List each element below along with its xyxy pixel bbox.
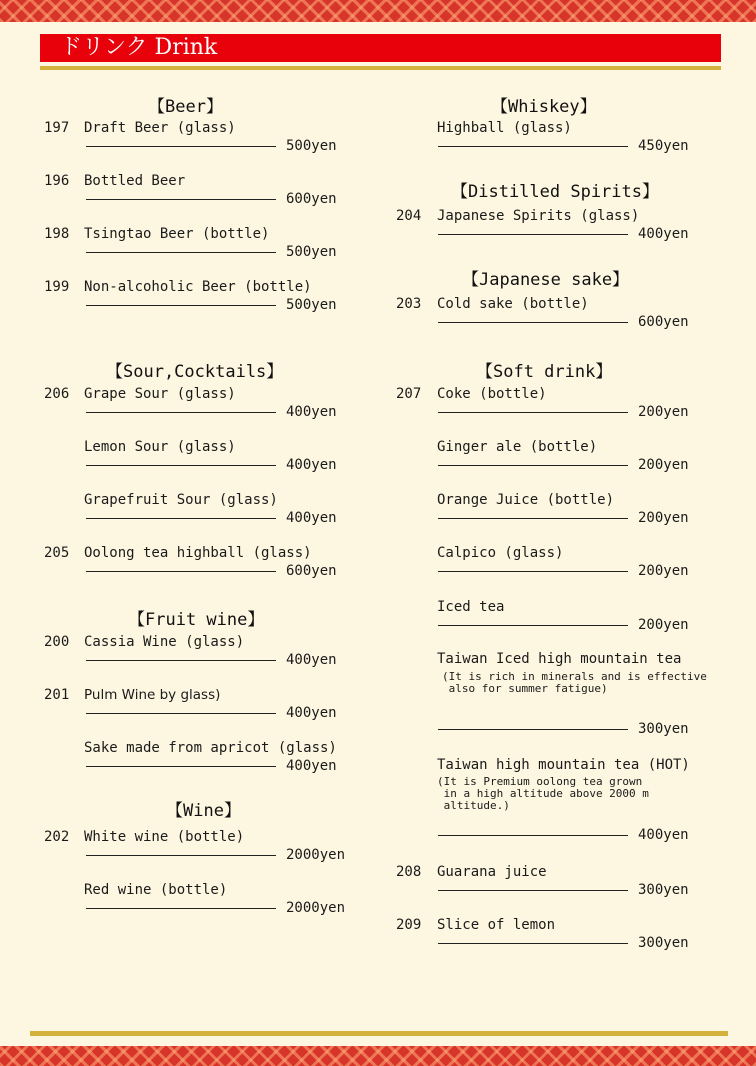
- menu-item-bottled-beer: [44, 173, 364, 213]
- menu-item-draft-beer: [44, 120, 364, 160]
- item-price: 400yen: [638, 827, 689, 843]
- menu-item-non-alcoholic-beer: [44, 279, 364, 319]
- section-title-beer: 【Beer】: [148, 97, 223, 117]
- leader-line: [438, 518, 628, 519]
- item-number: 204: [396, 208, 422, 224]
- item-description: (It is Premium oolong tea grown in a high altitude above 2000 m altitude.): [437, 775, 649, 812]
- item-price: 400yen: [638, 226, 689, 242]
- item-number: 209: [396, 917, 422, 933]
- menu-item-taiwan-iced-high-mountain-tea: [396, 651, 716, 743]
- item-name: Oolong tea highball (glass): [84, 545, 312, 561]
- item-number: 201: [44, 687, 70, 703]
- item-name: Tsingtao Beer (bottle): [84, 226, 270, 242]
- item-name: Sake made from apricot (glass): [84, 740, 337, 756]
- item-price: 2000yen: [286, 847, 346, 863]
- item-price: 400yen: [286, 510, 337, 526]
- item-name: Japanese Spirits (glass): [437, 208, 640, 224]
- item-name: Cold sake (bottle): [437, 296, 589, 312]
- item-number: 207: [396, 386, 422, 402]
- menu-item-slice-of-lemon: [396, 917, 716, 957]
- leader-line: [438, 729, 628, 730]
- item-price: 400yen: [286, 705, 337, 721]
- header-divider: [40, 66, 721, 70]
- item-number: 197: [44, 120, 70, 136]
- item-name: Pulm Wine by glass): [84, 687, 221, 703]
- item-price: 500yen: [286, 297, 337, 313]
- page-title: ドリンク Drink: [40, 34, 721, 62]
- item-number: 205: [44, 545, 70, 561]
- leader-line: [86, 518, 276, 519]
- item-name: Grapefruit Sour (glass): [84, 492, 278, 508]
- menu-item-orange-juice: [396, 492, 716, 532]
- item-name: Ginger ale (bottle): [437, 439, 598, 455]
- item-number: 199: [44, 279, 70, 295]
- item-name: Guarana juice: [437, 864, 547, 880]
- item-price: 200yen: [638, 457, 689, 473]
- item-name: Red wine (bottle): [84, 882, 228, 898]
- top-pattern-band: [0, 0, 756, 22]
- section-title-soft-drink: 【Soft drink】: [476, 362, 613, 382]
- item-price: 300yen: [638, 721, 689, 737]
- menu-item-japanese-spirits: [396, 208, 716, 248]
- leader-line: [438, 412, 628, 413]
- item-name: White wine (bottle): [84, 829, 245, 845]
- leader-line: [86, 908, 276, 909]
- item-number: 198: [44, 226, 70, 242]
- item-price: 400yen: [286, 758, 337, 774]
- bottom-pattern-band: [0, 1046, 756, 1066]
- leader-line: [438, 890, 628, 891]
- menu-item-calpico: [396, 545, 716, 585]
- item-price: 2000yen: [286, 900, 346, 916]
- menu-item-iced-tea: [396, 599, 716, 639]
- item-name: Cassia Wine (glass): [84, 634, 245, 650]
- menu-item-white-wine: [44, 829, 364, 869]
- leader-line: [438, 835, 628, 836]
- section-title-whiskey: 【Whiskey】: [491, 97, 597, 117]
- footer-divider: [30, 1031, 728, 1036]
- section-title-wine: 【Wine】: [166, 801, 241, 821]
- leader-line: [86, 252, 276, 253]
- item-name: Bottled Beer: [84, 173, 186, 189]
- menu-item-cassia-wine: [44, 634, 364, 674]
- item-price: 500yen: [286, 244, 337, 260]
- menu-item-grapefruit-sour: [44, 492, 364, 532]
- leader-line: [438, 625, 628, 626]
- menu-item-guarana-juice: [396, 864, 716, 904]
- leader-line: [438, 322, 628, 323]
- menu-item-lemon-sour: [44, 439, 364, 479]
- item-price: 200yen: [638, 404, 689, 420]
- item-name: Draft Beer (glass): [84, 120, 236, 136]
- item-price: 600yen: [286, 191, 337, 207]
- item-price: 300yen: [638, 882, 689, 898]
- leader-line: [86, 146, 276, 147]
- section-title-sour-cocktails: 【Sour,Cocktails】: [106, 362, 284, 382]
- item-number: 202: [44, 829, 70, 845]
- section-title-fruit-wine: 【Fruit wine】: [128, 610, 265, 630]
- item-name: Taiwan high mountain tea (HOT): [437, 757, 690, 773]
- item-name: Highball (glass): [437, 120, 572, 136]
- leader-line: [86, 855, 276, 856]
- item-description: (It is rich in minerals and is effective also for summer fatigue): [442, 670, 707, 695]
- leader-line: [86, 199, 276, 200]
- item-price: 450yen: [638, 138, 689, 154]
- menu-item-red-wine: [44, 882, 364, 922]
- leader-line: [86, 465, 276, 466]
- leader-line: [438, 234, 628, 235]
- item-price: 200yen: [638, 617, 689, 633]
- leader-line: [438, 465, 628, 466]
- menu-item-grape-sour: [44, 386, 364, 426]
- item-name: Slice of lemon: [437, 917, 556, 933]
- item-price: 400yen: [286, 404, 337, 420]
- menu-item-coke: [396, 386, 716, 426]
- item-price: 200yen: [638, 563, 689, 579]
- menu-item-ginger-ale: [396, 439, 716, 479]
- leader-line: [438, 571, 628, 572]
- leader-line: [86, 305, 276, 306]
- menu-item-oolong-tea-highball: [44, 545, 364, 585]
- item-number: 200: [44, 634, 70, 650]
- item-price: 400yen: [286, 652, 337, 668]
- item-number: 203: [396, 296, 422, 312]
- leader-line: [438, 146, 628, 147]
- section-title-japanese-sake: 【Japanese sake】: [462, 270, 630, 290]
- item-price: 400yen: [286, 457, 337, 473]
- menu-item-apricot-sake: [44, 740, 364, 780]
- item-number: 206: [44, 386, 70, 402]
- leader-line: [86, 571, 276, 572]
- item-number: 196: [44, 173, 70, 189]
- menu-item-cold-sake: [396, 296, 716, 336]
- item-name: Lemon Sour (glass): [84, 439, 236, 455]
- item-name: Taiwan Iced high mountain tea: [437, 651, 682, 667]
- item-name: Calpico (glass): [437, 545, 564, 561]
- leader-line: [86, 412, 276, 413]
- menu-item-plum-wine: [44, 687, 364, 727]
- item-price: 200yen: [638, 510, 689, 526]
- item-name: Grape Sour (glass): [84, 386, 236, 402]
- menu-item-highball: [396, 120, 716, 160]
- item-name: Coke (bottle): [437, 386, 547, 402]
- menu-item-taiwan-high-mountain-tea-hot: [396, 757, 716, 849]
- item-number: 208: [396, 864, 422, 880]
- item-price: 600yen: [286, 563, 337, 579]
- leader-line: [438, 943, 628, 944]
- leader-line: [86, 766, 276, 767]
- item-name: Orange Juice (bottle): [437, 492, 615, 508]
- item-price: 500yen: [286, 138, 337, 154]
- item-price: 600yen: [638, 314, 689, 330]
- menu-item-tsingtao-beer: [44, 226, 364, 266]
- leader-line: [86, 660, 276, 661]
- section-title-distilled-spirits: 【Distilled Spirits】: [451, 182, 659, 202]
- leader-line: [86, 713, 276, 714]
- item-name: Non-alcoholic Beer (bottle): [84, 279, 312, 295]
- item-name: Iced tea: [437, 599, 505, 615]
- item-price: 300yen: [638, 935, 689, 951]
